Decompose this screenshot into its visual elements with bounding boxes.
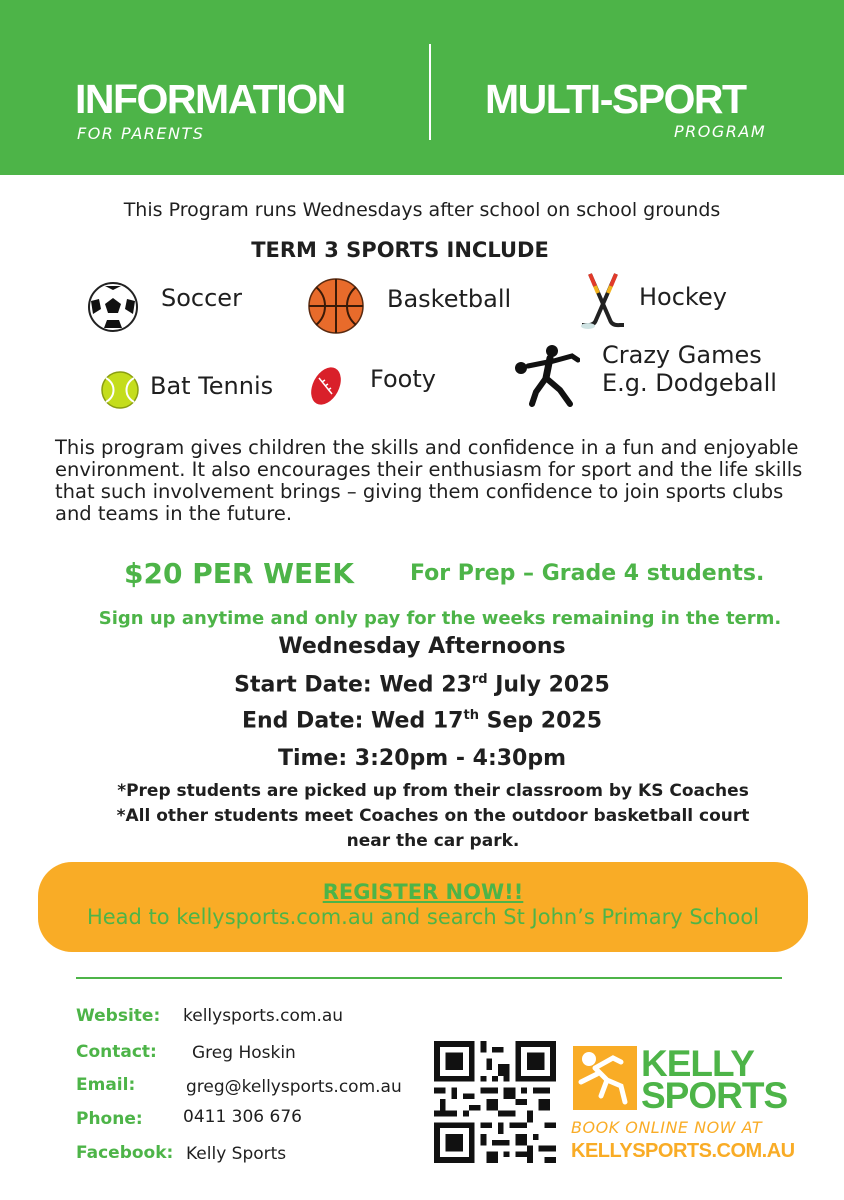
crazy-games-line1: Crazy Games [602,341,762,369]
qr-code[interactable] [434,1041,556,1163]
note-prep: *Prep students are picked up from their classroom by KS Coaches [117,781,749,801]
divider-line [76,977,782,979]
sport-basketball: Basketball [387,285,512,313]
register-banner[interactable] [38,862,808,952]
runner-logo-icon [573,1046,637,1110]
header-divider [429,44,431,140]
start-date-suffix-sup: rd [471,672,488,687]
kelly-sports-logo-mark [573,1046,637,1110]
note-others: *All other students meet Coaches on the outdoor basketball court [116,806,750,826]
email-value[interactable]: greg@kellysports.com.au [186,1077,402,1097]
phone-label: Phone: [76,1109,143,1129]
end-date-prefix: End Date: Wed 17 [241,708,464,734]
signup-note: Sign up anytime and only pay for the weeks remaining in the term. [98,608,782,629]
hockey-sticks-icon [578,270,628,332]
sport-bat-tennis: Bat Tennis [150,372,274,400]
website-label: Website: [76,1006,161,1026]
start-date-suffix: July 2025 [487,672,610,698]
contact-label: Contact: [76,1042,157,1062]
crazy-games-line2: E.g. Dodgeball [602,368,777,397]
tennis-ball-icon [100,370,140,410]
website-value[interactable]: kellysports.com.au [183,1006,344,1026]
note-others-2: near the car park. [346,831,520,851]
email-label: Email: [76,1075,136,1095]
football-icon [305,364,347,408]
soccer-ball-icon [87,281,139,333]
grade-range: For Prep – Grade 4 students. [410,561,765,586]
price: $20 PER WEEK [124,557,354,590]
intro-text: This Program runs Wednesdays after school on school grounds [123,199,721,221]
start-date-prefix: Start Date: Wed 23 [234,672,472,698]
sport-soccer: Soccer [161,284,242,312]
phone-value[interactable]: 0411 306 676 [183,1107,302,1127]
header-for-parents: FOR PARENTS [77,124,205,143]
logo-sports: SPORTS [641,1075,788,1116]
pickup-notes [0,779,844,854]
facebook-label: Facebook: [76,1143,174,1163]
sport-footy: Footy [370,365,436,393]
register-now-link[interactable]: REGISTER NOW!! [322,880,524,904]
sport-hockey: Hockey [639,283,727,311]
sport-crazy-games [602,342,777,397]
end-date [0,708,844,733]
schedule-day: Wednesday Afternoons [278,634,566,659]
register-instructions: Head to kellysports.com.au and search St John’s Primary School [86,905,760,929]
end-date-suffix: Sep 2025 [478,708,603,734]
header-multisport-title: MULTI-SPORT [485,76,746,122]
header-program: PROGRAM [674,122,767,141]
start-date [0,672,844,697]
contact-value: Greg Hoskin [192,1043,296,1063]
dodgeball-player-icon [514,344,580,408]
book-online-text: BOOK ONLINE NOW AT [571,1118,763,1137]
basketball-icon [306,277,366,335]
facebook-value[interactable]: Kelly Sports [186,1144,287,1164]
end-date-suffix-sup: th [463,708,479,723]
kellysports-url[interactable]: KELLYSPORTS.COM.AU [571,1140,795,1162]
sports-heading: TERM 3 SPORTS INCLUDE [251,238,549,262]
program-description: This program gives children the skills and confidence in a fun and enjoyable environment. It also encourages their enthusiasm for sport and the life skills that such involvement brings – giving them confidence to join sports clubs and teams in the future. [55,436,803,525]
logo-kelly: KELLY [641,1043,754,1084]
session-time: Time: 3:20pm - 4:30pm [277,746,567,771]
header-information-title: INFORMATION [75,76,345,122]
